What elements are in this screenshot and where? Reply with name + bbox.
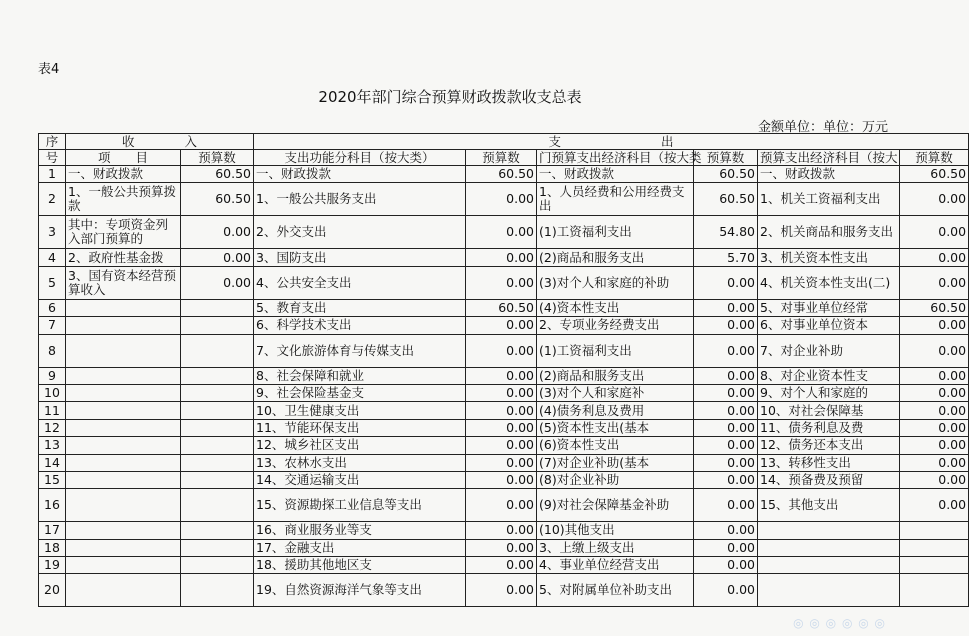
cell-amt4: 0.00 [900,419,969,436]
cell-econ1: (5)资本性支出(基本 [537,419,694,436]
cell-econ2 [758,557,900,574]
cell-amt3: 0.00 [694,367,758,384]
cell-amt2: 60.50 [466,166,537,183]
table-row [39,166,969,183]
cell-econ1: 4、事业单位经营支出 [537,557,694,574]
cell-amt3: 0.00 [694,522,758,539]
cell-amt2: 0.00 [466,557,537,574]
cell-func: 11、节能环保支出 [254,419,466,436]
page-label: 表4 [38,62,60,77]
cell-amt2: 0.00 [466,367,537,384]
cell-amt4 [900,539,969,556]
header-budget-function: 预算数 [466,150,537,166]
cell-item [66,384,181,401]
cell-func: 2、外交支出 [254,216,466,249]
cell-econ1: (2)商品和服务支出 [537,249,694,266]
cell-econ1: (1)工资福利支出 [537,216,694,249]
table-row [39,437,969,454]
unit-label: 金额单位：单位：万元 [757,120,888,135]
cell-amt2: 0.00 [466,183,537,216]
cell-func: 3、国防支出 [254,249,466,266]
cell-seq: 2 [39,183,66,216]
table-row [39,419,969,436]
header-seq-bottom: 号 [39,150,66,166]
table-row [39,249,969,266]
cell-item [66,402,181,419]
cell-amt3: 0.00 [694,384,758,401]
cell-amt3: 0.00 [694,334,758,367]
cell-amt3: 60.50 [694,166,758,183]
cell-func: 一、财政拨款 [254,166,466,183]
cell-amt2: 60.50 [466,299,537,316]
cell-seq: 5 [39,266,66,299]
header-income-group: 收 入 [66,134,254,150]
cell-amt2: 0.00 [466,489,537,522]
cell-amt3: 0.00 [694,437,758,454]
cell-amt1: 0.00 [181,266,254,299]
cell-amt4: 0.00 [900,183,969,216]
cell-amt3: 60.50 [694,183,758,216]
cell-item: 一、财政拨款 [66,166,181,183]
cell-seq: 15 [39,471,66,488]
header-economic-subject-govt: 预算支出经济科目（按大 [758,150,900,166]
cell-amt3: 0.00 [694,402,758,419]
cell-amt2: 0.00 [466,539,537,556]
cell-econ2: 9、对个人和家庭的 [758,384,900,401]
cell-amt1: 0.00 [181,249,254,266]
cell-amt1 [181,402,254,419]
cell-econ2: 3、机关资本性支出 [758,249,900,266]
cell-amt2: 0.00 [466,402,537,419]
cell-econ1: (8)对企业补助 [537,471,694,488]
cell-econ2: 14、预备费及预留 [758,471,900,488]
table-row [39,299,969,316]
cell-econ2: 15、其他支出 [758,489,900,522]
cell-item [66,471,181,488]
cell-econ1: 3、上缴上级支出 [537,539,694,556]
cell-amt4: 0.00 [900,367,969,384]
cell-seq: 17 [39,522,66,539]
cell-amt1 [181,489,254,522]
header-budget-economic-dept: 预算数 [694,150,758,166]
cell-item: 1、一般公共预算拨款 [66,183,181,216]
cell-amt4: 0.00 [900,266,969,299]
cell-econ2: 一、财政拨款 [758,166,900,183]
cell-item [66,334,181,367]
cell-econ2: 6、对事业单位资本 [758,317,900,334]
cell-func: 16、商业服务业等支 [254,522,466,539]
cell-seq: 4 [39,249,66,266]
table-row [39,266,969,299]
cell-amt3: 5.70 [694,249,758,266]
cell-item [66,317,181,334]
table-row [39,334,969,367]
cell-seq: 18 [39,539,66,556]
table-row [39,557,969,574]
cell-seq: 9 [39,367,66,384]
table-row [39,402,969,419]
cell-amt4: 0.00 [900,437,969,454]
header-budget-income: 预算数 [181,150,254,166]
cell-amt1 [181,334,254,367]
cell-amt2: 0.00 [466,437,537,454]
cell-amt2: 0.00 [466,574,537,607]
cell-seq: 1 [39,166,66,183]
cell-seq: 6 [39,299,66,316]
cell-seq: 19 [39,557,66,574]
cell-amt2: 0.00 [466,454,537,471]
cell-econ2: 11、债务利息及费 [758,419,900,436]
cell-amt4: 0.00 [900,317,969,334]
cell-amt2: 0.00 [466,317,537,334]
cell-econ1: (9)对社会保障基金补助 [537,489,694,522]
table-row [39,454,969,471]
cell-item [66,299,181,316]
cell-func: 13、农林水支出 [254,454,466,471]
cell-econ2: 10、对社会保障基 [758,402,900,419]
cell-func: 15、资源勘探工业信息等支出 [254,489,466,522]
table-row [39,574,969,607]
cell-item [66,557,181,574]
cell-amt1 [181,299,254,316]
cell-econ1: (4)资本性支出 [537,299,694,316]
cell-amt1: 0.00 [181,216,254,249]
cell-amt2: 0.00 [466,384,537,401]
cell-seq: 12 [39,419,66,436]
cell-amt3: 0.00 [694,489,758,522]
cell-amt3: 0.00 [694,574,758,607]
cell-econ1: (10)其他支出 [537,522,694,539]
header-seq-top: 序 [39,134,66,150]
cell-amt1 [181,454,254,471]
cell-econ2 [758,539,900,556]
table-row [39,367,969,384]
budget-table [38,133,969,607]
cell-econ2: 5、对事业单位经常 [758,299,900,316]
cell-func: 9、社会保险基金支 [254,384,466,401]
cell-amt4: 0.00 [900,249,969,266]
cell-amt1 [181,574,254,607]
cell-amt3: 54.80 [694,216,758,249]
header-expense-group: 支 出 [254,134,969,150]
header-economic-subject-dept: 门预算支出经济科目（按大类 [537,150,694,166]
cell-amt4: 0.00 [900,454,969,471]
cell-amt2: 0.00 [466,334,537,367]
cell-item [66,539,181,556]
cell-item [66,454,181,471]
header-function-subject: 支出功能分科目（按大类） [254,150,466,166]
cell-amt4: 0.00 [900,334,969,367]
cell-econ1: 1、人员经费和公用经费支出 [537,183,694,216]
cell-econ2 [758,574,900,607]
cell-func: 14、交通运输支出 [254,471,466,488]
cell-amt2: 0.00 [466,419,537,436]
cell-econ2: 2、机关商品和服务支出 [758,216,900,249]
cell-func: 19、自然资源海洋气象等支出 [254,574,466,607]
header-item: 项 目 [66,150,181,166]
cell-amt2: 0.00 [466,471,537,488]
cell-amt3: 0.00 [694,299,758,316]
cell-amt4 [900,522,969,539]
cell-econ1: (4)债务利息及费用 [537,402,694,419]
cell-amt2: 0.00 [466,249,537,266]
cell-amt3: 0.00 [694,454,758,471]
cell-func: 10、卫生健康支出 [254,402,466,419]
cell-func: 1、一般公共服务支出 [254,183,466,216]
cell-amt1 [181,317,254,334]
cell-seq: 11 [39,402,66,419]
cell-econ1: (3)对个人和家庭补 [537,384,694,401]
cell-econ2: 8、对企业资本性支 [758,367,900,384]
header-row-columns [39,150,969,166]
cell-econ1: (7)对企业补助(基本 [537,454,694,471]
cell-item: 2、政府性基金拨 [66,249,181,266]
cell-amt4: 0.00 [900,489,969,522]
cell-amt4: 0.00 [900,471,969,488]
cell-item [66,574,181,607]
cell-item [66,437,181,454]
cell-amt1 [181,437,254,454]
cell-func: 17、金融支出 [254,539,466,556]
cell-econ2: 13、转移性支出 [758,454,900,471]
cell-amt4 [900,574,969,607]
cell-item [66,367,181,384]
cell-func: 8、社会保障和就业 [254,367,466,384]
table-row [39,216,969,249]
cell-seq: 16 [39,489,66,522]
cell-econ1: 一、财政拨款 [537,166,694,183]
cell-item [66,489,181,522]
cell-func: 12、城乡社区支出 [254,437,466,454]
header-row-groups [39,134,969,150]
cell-seq: 10 [39,384,66,401]
cell-amt1 [181,522,254,539]
cell-econ1: (1)工资福利支出 [537,334,694,367]
cell-econ2: 7、对企业补助 [758,334,900,367]
cell-amt3: 0.00 [694,539,758,556]
cell-amt4: 60.50 [900,166,969,183]
cell-amt2: 0.00 [466,216,537,249]
table-row [39,539,969,556]
cell-item [66,419,181,436]
cell-func: 18、援助其他地区支 [254,557,466,574]
cell-item: 其中：专项资金列入部门预算的 [66,216,181,249]
table-row [39,471,969,488]
cell-amt1 [181,557,254,574]
cell-amt1: 60.50 [181,183,254,216]
cell-amt2: 0.00 [466,266,537,299]
cell-amt3: 0.00 [694,266,758,299]
cell-seq: 14 [39,454,66,471]
cell-amt4: 60.50 [900,299,969,316]
cell-func: 6、科学技术支出 [254,317,466,334]
table-row [39,522,969,539]
header-budget-economic-govt: 预算数 [900,150,969,166]
cell-econ1: (2)商品和服务支出 [537,367,694,384]
cell-amt1 [181,539,254,556]
cell-seq: 20 [39,574,66,607]
cell-econ1: (3)对个人和家庭的补助 [537,266,694,299]
cell-amt1 [181,384,254,401]
table-row [39,183,969,216]
cell-amt1 [181,367,254,384]
cell-econ2: 1、机关工资福利支出 [758,183,900,216]
cell-econ2: 4、机关资本性支出(二) [758,266,900,299]
cell-amt3: 0.00 [694,419,758,436]
watermark-logo: ◎ ◎ ◎ ◎ ◎ ◎ [793,616,886,630]
cell-seq: 7 [39,317,66,334]
cell-econ2: 12、债务还本支出 [758,437,900,454]
cell-econ1: 5、对附属单位补助支出 [537,574,694,607]
cell-amt4: 0.00 [900,384,969,401]
cell-seq: 13 [39,437,66,454]
cell-amt3: 0.00 [694,557,758,574]
cell-amt1: 60.50 [181,166,254,183]
cell-seq: 8 [39,334,66,367]
cell-econ2 [758,522,900,539]
cell-func: 5、教育支出 [254,299,466,316]
cell-amt4 [900,557,969,574]
table-row [39,384,969,401]
cell-func: 4、公共安全支出 [254,266,466,299]
cell-amt2: 0.00 [466,522,537,539]
cell-amt4: 0.00 [900,216,969,249]
cell-amt1 [181,419,254,436]
cell-item [66,522,181,539]
cell-econ1: (6)资本性支出 [537,437,694,454]
cell-amt1 [181,471,254,488]
table-row [39,317,969,334]
table-row [39,489,969,522]
cell-seq: 3 [39,216,66,249]
cell-amt3: 0.00 [694,317,758,334]
document-title: 2020年部门综合预算财政拨款收支总表 [318,88,582,106]
cell-func: 7、文化旅游体育与传媒支出 [254,334,466,367]
cell-amt3: 0.00 [694,471,758,488]
cell-amt4: 0.00 [900,402,969,419]
cell-item: 3、国有资本经营预算收入 [66,266,181,299]
cell-econ1: 2、专项业务经费支出 [537,317,694,334]
